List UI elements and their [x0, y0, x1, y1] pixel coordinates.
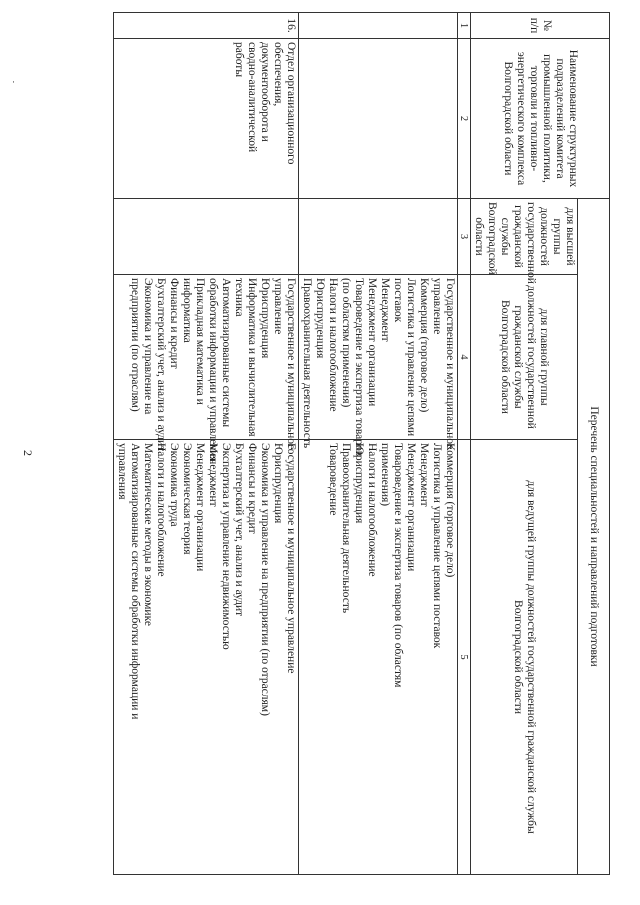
main-group-specialty: Менеджмент организации	[366, 278, 378, 407]
leading-group-specialty: Экспертиза и управление недвижимостью	[220, 443, 232, 650]
header-leading-group: для ведущей группы должностей государственной гражданской службы Волгоградской области	[471, 440, 578, 875]
page-number: 2	[21, 450, 35, 456]
leading-group-specialty: Математические методы в экономике	[142, 443, 154, 626]
main-group-specialty: Информатика и вычислительная	[246, 278, 258, 437]
stray-mark: ·	[12, 77, 15, 87]
main-group-specialty: (по областям применения)	[340, 278, 352, 408]
leading-group-specialty: Менеджмент организации	[405, 443, 417, 572]
main-group-specialty: Экономика и управление на	[142, 278, 154, 415]
leading-group-specialty: Товароведение и экспертиза товаров (по областям	[392, 443, 404, 688]
row-number: 16.	[114, 13, 299, 39]
column-number-5: 5	[458, 440, 471, 875]
leading-group-specialty: Налоги и налогообложение	[155, 443, 167, 577]
main-group-specialty: Логистика и управление цепями	[405, 278, 417, 437]
leading-group-specialty: Коммерция (торговое дело)	[444, 443, 456, 578]
subdivision-name-line: обеспечения,	[272, 42, 284, 107]
column-number-1: 1	[458, 13, 471, 39]
main-group-cell	[114, 275, 299, 462]
header-num: № п/п	[471, 13, 610, 39]
leading-group-specialty: Товароведение	[327, 443, 339, 516]
header-highest-group: для высшей группы должностей государственной гражданской службы Волгоградской области	[471, 199, 578, 275]
leading-group-specialty: управления	[116, 443, 128, 500]
leading-group-specialty: Государственное и муниципальное управление	[285, 443, 297, 674]
main-group-specialty: Налоги и налогообложение	[327, 278, 339, 412]
table-row	[114, 13, 299, 875]
highest-group-cell	[299, 199, 458, 275]
table-body	[114, 13, 458, 875]
leading-group-specialty: Менеджмент	[418, 443, 430, 507]
main-group-specialty: предприятии (по отраслям)	[129, 278, 141, 412]
main-group-specialty: Юриспруденция	[259, 278, 271, 359]
subdivision-name	[114, 39, 299, 199]
leading-group-specialty: Бухгалтерский учет, анализ и аудит	[233, 443, 245, 617]
main-group-specialty: Менеджмент	[379, 278, 391, 342]
header-main-group: для главной группы должностей государственной гражданской службы Волгоградской области	[471, 275, 578, 440]
leading-group-specialty: Экономика и управление на предприятии (по отраслям)	[259, 443, 271, 716]
rotated-table-container	[88, 12, 610, 874]
main-group-specialty: поставок	[392, 278, 404, 323]
column-number-2: 2	[458, 39, 471, 199]
leading-group-specialty: Юриспруденция	[272, 443, 284, 524]
main-group-specialty: Товароведение и экспертиза товаров	[353, 278, 365, 457]
main-group-specialty: информатика	[181, 278, 193, 343]
highest-group-cell	[114, 199, 299, 275]
specialties-table	[113, 12, 610, 875]
column-number-3: 3	[458, 199, 471, 275]
leading-group-specialty: Финансы и кредит	[246, 443, 258, 534]
main-group-specialty: техника	[233, 278, 245, 317]
subdivision-name-line: работы	[233, 42, 245, 78]
main-group-specialty: Юриспруденция	[314, 278, 326, 359]
leading-group-specialty: Налоги и налогообложение	[366, 443, 378, 577]
main-group-cell	[299, 275, 458, 457]
table-row	[299, 13, 458, 875]
subdivision-name-line: сводно-аналитической	[246, 42, 258, 153]
header-subdivision-name: Наименование структурных подразделений комитета промышленной политики, торговли и топливно-энергетического комплекса Волгоградской области	[471, 39, 610, 199]
row-number	[299, 13, 458, 39]
main-group-specialty: обработки информации и управления	[207, 278, 219, 462]
main-group-specialty: Правоохранительная деятельность	[301, 278, 313, 449]
main-group-specialty: Финансы и кредит	[168, 278, 180, 369]
leading-group-specialty: Автоматизированные системы обработки информации и	[129, 443, 141, 720]
main-group-specialty: управление	[272, 278, 284, 335]
leading-group-specialty: Менеджмент организации	[194, 443, 206, 572]
subdivision-name-line: Отдел организационного	[285, 42, 297, 165]
main-group-specialty: Бухгалтерский учет, анализ и аудит	[155, 278, 167, 452]
leading-group-specialty: Менеджмент	[207, 443, 219, 507]
leading-group-specialty: Правоохранительная деятельность	[340, 443, 352, 614]
main-group-specialty: Государственное и муниципальное	[444, 278, 456, 450]
subdivision-name	[299, 39, 458, 199]
leading-group-specialty: применения)	[379, 443, 391, 507]
main-group-specialty: Прикладная математика и	[194, 278, 206, 405]
leading-group-specialty: Юриспруденция	[353, 443, 365, 524]
main-group-specialty: Государственное и муниципальное	[285, 278, 297, 450]
header-specialties-list: Перечень специальностей и направлений подготовки	[578, 199, 610, 875]
leading-group-cell	[114, 440, 299, 875]
column-number-4: 4	[458, 275, 471, 440]
leading-group-cell	[299, 440, 458, 875]
main-group-specialty: управление	[431, 278, 443, 335]
leading-group-specialty: Экономическая теория	[181, 443, 193, 555]
subdivision-name-line: документооборота и	[259, 42, 271, 142]
main-group-specialty: Автоматизированные системы	[220, 278, 232, 428]
main-group-specialty: Коммерция (торговое дело)	[418, 278, 430, 413]
leading-group-specialty: Экономика труда	[168, 443, 180, 527]
leading-group-specialty: Логистика и управление цепями поставок	[431, 443, 443, 649]
